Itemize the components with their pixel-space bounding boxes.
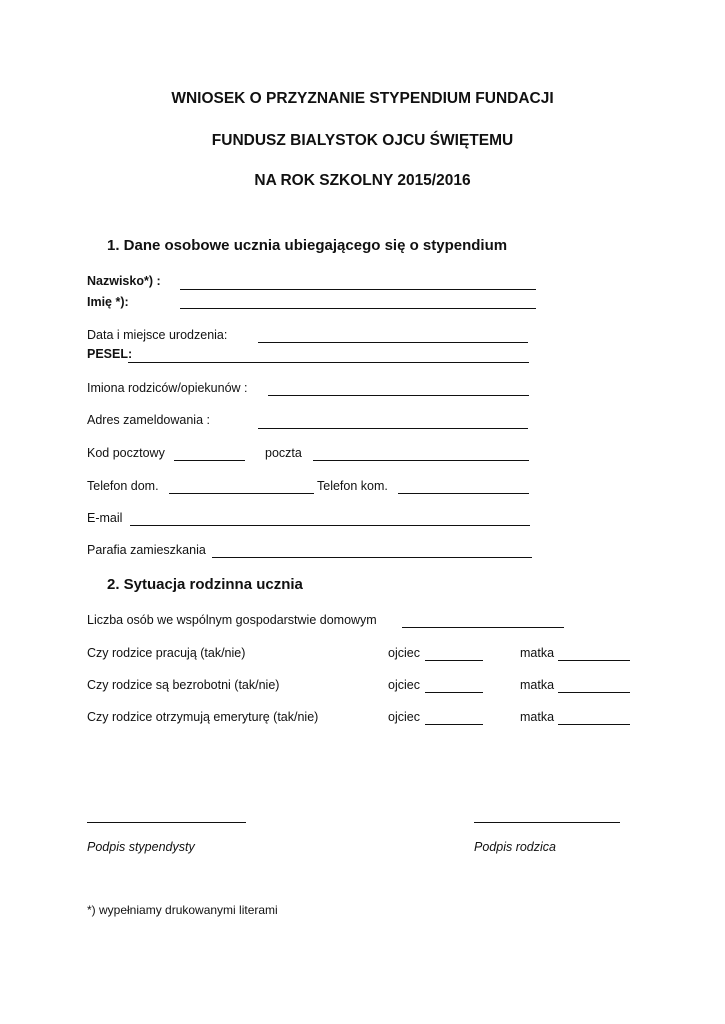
row-question-employed: Czy rodzice pracują (tak/nie) (87, 646, 246, 660)
pesel-field[interactable] (128, 362, 529, 363)
email-field[interactable] (130, 525, 530, 526)
form-title-line-2: FUNDUSZ BIALYSTOK OJCU ŚWIĘTEMU (211, 132, 514, 149)
address-field[interactable] (258, 428, 528, 429)
parent-signature-label: Podpis rodzica (474, 840, 556, 854)
father-label-pension: ojciec (388, 710, 420, 724)
household-label: Liczba osób we wspólnym gospodarstwie domowym (87, 613, 377, 627)
phone-home-field[interactable] (169, 493, 314, 494)
mother-field-employed[interactable] (558, 660, 630, 661)
section-2-heading: 2. Sytuacja rodzinna ucznia (107, 576, 303, 593)
first-name-label: Imię *): (87, 295, 129, 309)
row-question-unemployed: Czy rodzice są bezrobotni (tak/nie) (87, 678, 280, 692)
post-office-field[interactable] (313, 460, 529, 461)
row-question-pension: Czy rodzice otrzymują emeryturę (tak/nie) (87, 710, 319, 724)
postal-code-field[interactable] (174, 460, 245, 461)
first-name-field[interactable] (180, 308, 536, 309)
father-label-unemployed: ojciec (388, 678, 420, 692)
father-field-pension[interactable] (425, 724, 483, 725)
student-signature-line[interactable] (87, 822, 246, 823)
parish-label: Parafia zamieszkania (87, 543, 206, 557)
footnote: *) wypełniamy drukowanymi literami (87, 903, 278, 917)
birth-field[interactable] (258, 342, 528, 343)
parents-field[interactable] (268, 395, 529, 396)
birth-label: Data i miejsce urodzenia: (87, 328, 228, 342)
father-field-employed[interactable] (425, 660, 483, 661)
section-1-heading: 1. Dane osobowe ucznia ubiegającego się o stypendium (107, 237, 508, 254)
form-title-line-1: WNIOSEK O PRZYZNANIE STYPENDIUM FUNDACJI (171, 90, 554, 107)
email-label: E-mail (87, 511, 123, 525)
postal-code-label: Kod pocztowy (87, 446, 165, 460)
mother-field-pension[interactable] (558, 724, 630, 725)
phone-mobile-field[interactable] (398, 493, 529, 494)
parent-signature-line[interactable] (474, 822, 620, 823)
parents-label: Imiona rodziców/opiekunów : (87, 381, 248, 395)
parish-field[interactable] (212, 557, 532, 558)
father-field-unemployed[interactable] (425, 692, 483, 693)
post-office-label: poczta (265, 446, 302, 460)
mother-field-unemployed[interactable] (558, 692, 630, 693)
phone-mobile-label: Telefon kom. (317, 479, 388, 493)
surname-label: Nazwisko*) : (87, 274, 161, 288)
student-signature-label: Podpis stypendysty (87, 840, 195, 854)
pesel-label: PESEL: (87, 347, 133, 361)
form-title-line-3: NA ROK SZKOLNY 2015/2016 (254, 172, 471, 189)
address-label: Adres zameldowania : (87, 413, 210, 427)
household-field[interactable] (402, 627, 564, 628)
mother-label-employed: matka (520, 646, 555, 660)
mother-label-pension: matka (520, 710, 555, 724)
surname-field[interactable] (180, 289, 536, 290)
phone-home-label: Telefon dom. (87, 479, 159, 493)
mother-label-unemployed: matka (520, 678, 555, 692)
father-label-employed: ojciec (388, 646, 420, 660)
